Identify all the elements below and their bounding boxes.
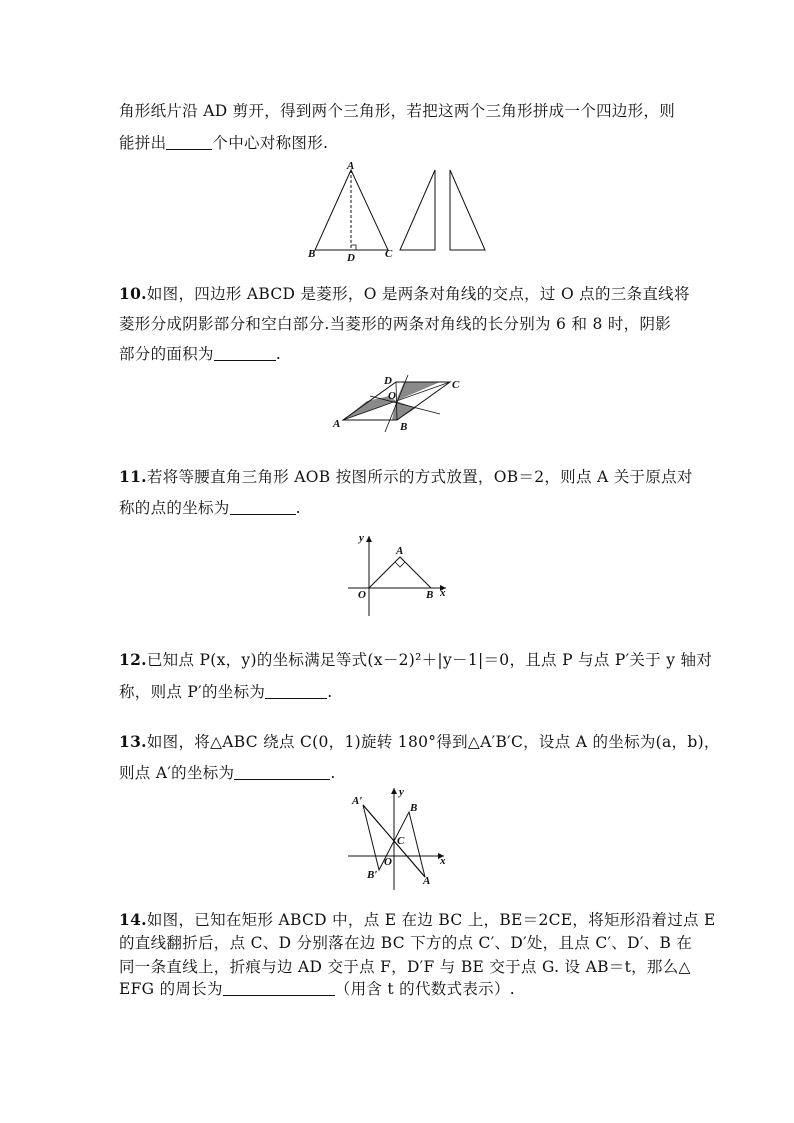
q10-line1	[119, 284, 690, 304]
q13-figure	[344, 786, 450, 892]
q10-line3-pre: 部分的面积为	[119, 345, 214, 363]
answer-blank	[223, 981, 335, 996]
q10-number: 10.	[119, 284, 147, 303]
label-B: B	[400, 421, 408, 433]
answer-blank	[265, 684, 327, 699]
piece-left-triangle	[400, 170, 435, 250]
q14-line1	[119, 910, 716, 930]
label-B: B	[410, 802, 418, 814]
q14-line4-post: （用含 t 的代数式表示）.	[334, 980, 515, 998]
q11-line1	[119, 467, 693, 487]
label-O: O	[384, 856, 392, 868]
label-O: O	[358, 589, 366, 601]
q12-number: 12.	[119, 650, 147, 669]
q10-line2: 菱形分成阴影部分和空白部分.当菱形的两条对角线的长分别为 6 和 8 时，阴影	[119, 315, 672, 333]
q14-line2: 的直线翻折后，点 C、D 分别落在边 BC 下方的点 C′、D′处，且点 C′、D′、B 在	[119, 934, 693, 952]
label-C: C	[385, 248, 393, 260]
q14-line4-pre: EFG 的周长为	[119, 980, 223, 998]
q10-line1-text: 如图，四边形 ABCD 是菱形，O 是两条对角线的交点，过 O 点的三条直线将	[146, 285, 690, 303]
q11-line1-text: 若将等腰直角三角形 AOB 按图所示的方式放置，OB＝2，则点 A 关于原点对	[146, 468, 693, 486]
label-x: x	[440, 587, 446, 599]
q9-figure	[300, 160, 500, 265]
label-A: A	[333, 418, 341, 430]
label-O: O	[388, 390, 396, 402]
q12-line1	[119, 650, 712, 670]
q10-line3	[119, 344, 281, 364]
label-A: A	[347, 160, 355, 172]
label-D: D	[384, 375, 392, 387]
q12-line2-post: .	[327, 683, 333, 701]
q13-line2-pre: 则点 A′的坐标为	[119, 764, 235, 782]
q14-number: 14.	[119, 910, 147, 929]
label-x: x	[440, 855, 446, 867]
label-y: y	[399, 786, 404, 798]
q13-line2-post: .	[330, 764, 336, 782]
q10-figure	[330, 372, 470, 434]
answer-blank	[214, 346, 276, 361]
shaded-region-bottom	[392, 401, 416, 420]
q10-line3-post: .	[275, 345, 282, 363]
label-A: A	[396, 545, 404, 557]
q14-line4	[119, 979, 515, 999]
label-A: A	[423, 875, 431, 887]
q9-line2	[119, 133, 328, 153]
answer-blank	[234, 765, 330, 780]
label-B: B	[308, 248, 316, 260]
label-B1: B′	[367, 869, 378, 881]
label-C: C	[452, 379, 460, 391]
right-angle-mark	[395, 562, 405, 567]
label-C: C	[397, 835, 405, 847]
q12-line2	[119, 682, 332, 702]
q13-line1	[119, 732, 720, 752]
label-B: B	[426, 589, 434, 601]
q11-figure	[340, 528, 455, 620]
q9-line2-pre: 能拼出	[119, 134, 167, 152]
q13-line1-text: 如图，将△ABC 绕点 C(0，1)旋转 180°得到△A′B′C，设点 A 的坐标为(a，b)，	[146, 733, 720, 751]
q14-line1-text: 如图，已知在矩形 ABCD 中，点 E 在边 BC 上，BE＝2CE，将矩形沿着过点 E	[146, 911, 716, 929]
q11-line2-post: .	[295, 499, 301, 517]
q9-line1: 角形纸片沿 AD 剪开，得到两个三角形，若把这两个三角形拼成一个四边形，则	[119, 102, 676, 120]
answer-blank	[230, 500, 296, 515]
q11-line2	[119, 498, 301, 518]
answer-blank	[166, 135, 212, 150]
label-y: y	[359, 532, 364, 544]
triangle-aob	[369, 557, 431, 588]
right-angle-mark	[351, 245, 356, 250]
label-A1: A′	[352, 795, 363, 807]
q11-line2-pre: 称的点的坐标为	[119, 499, 230, 517]
q14-line3: 同一条直线上，折痕与边 AD 交于点 F，D′F 与 BE 交于点 G. 设 AB＝t，那么△	[119, 958, 691, 976]
piece-right-triangle	[450, 170, 485, 250]
label-D: D	[347, 252, 355, 264]
q12-line1-text: 已知点 P(x，y)的坐标满足等式(x－2)²＋|y－1|＝0，且点 P 与点 P′关于 y 轴对	[146, 651, 713, 669]
q13-number: 13.	[119, 732, 147, 751]
q9-line2-post: 个中心对称图形.	[212, 134, 329, 152]
q13-line2	[119, 763, 336, 783]
q12-line2-pre: 称，则点 P′的坐标为	[119, 683, 266, 701]
q11-number: 11.	[119, 467, 147, 486]
shaded-region-top	[396, 382, 440, 401]
y-axis-arrow	[391, 788, 397, 794]
y-axis-arrow	[366, 536, 372, 542]
